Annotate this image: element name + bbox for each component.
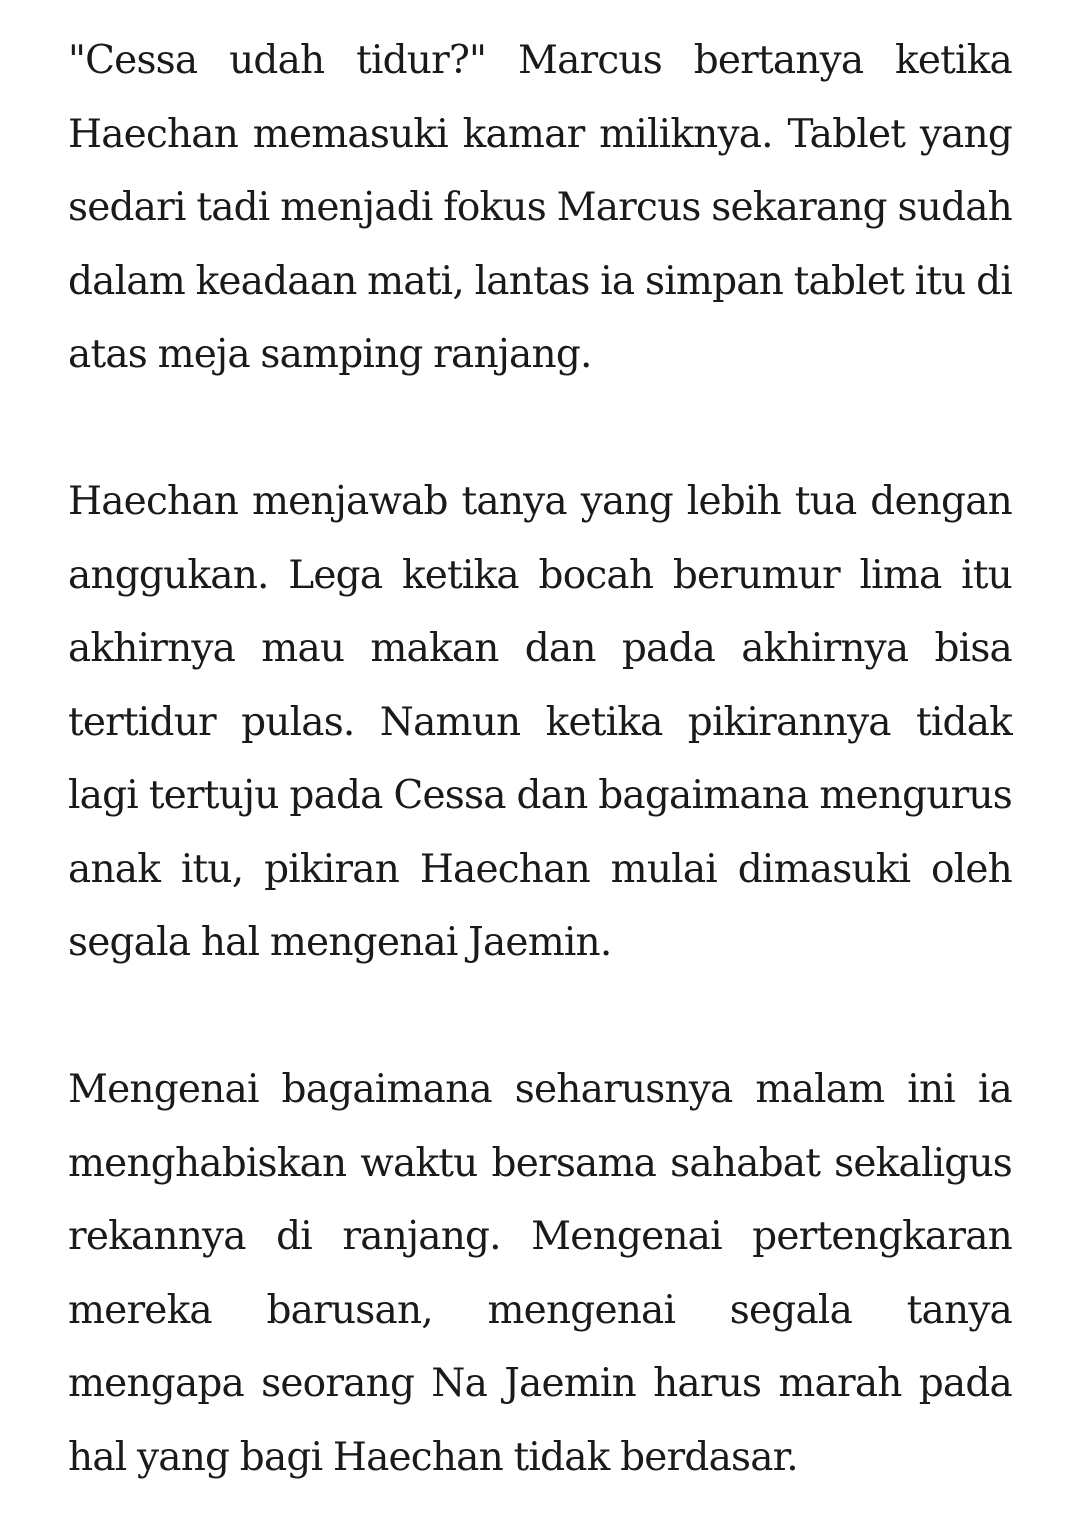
paragraph-2: Haechan menjawab tanya yang lebih tua dengan anggukan. Lega ketika bocah berumur lima itu akhirnya mau makan dan pada akhirnya bisa tertidur pulas. Namun ketika pikirannya tidak lagi tertuju pada Cessa dan bagaimana mengurus anak itu, pikiran Haechan mulai dimasuki oleh segala hal mengenai Jaemin. <box>68 479 1012 965</box>
story-text <box>68 24 1012 1494</box>
paragraph-1: "Cessa udah tidur?" Marcus bertanya ketika Haechan memasuki kamar miliknya. Tablet yang sedari tadi menjadi fokus Marcus sekarang sudah dalam keadaan mati, lantas ia simpan tablet itu di atas meja samping ranjang. <box>68 38 1012 377</box>
paragraph-3: Mengenai bagaimana seharusnya malam ini ia menghabiskan waktu bersama sahabat sekaligus rekannya di ranjang. Mengenai pertengkaran mereka barusan, mengenai segala tanya mengapa seorang Na Jaemin harus marah pada hal yang bagi Haechan tidak berdasar. <box>68 1067 1012 1480</box>
